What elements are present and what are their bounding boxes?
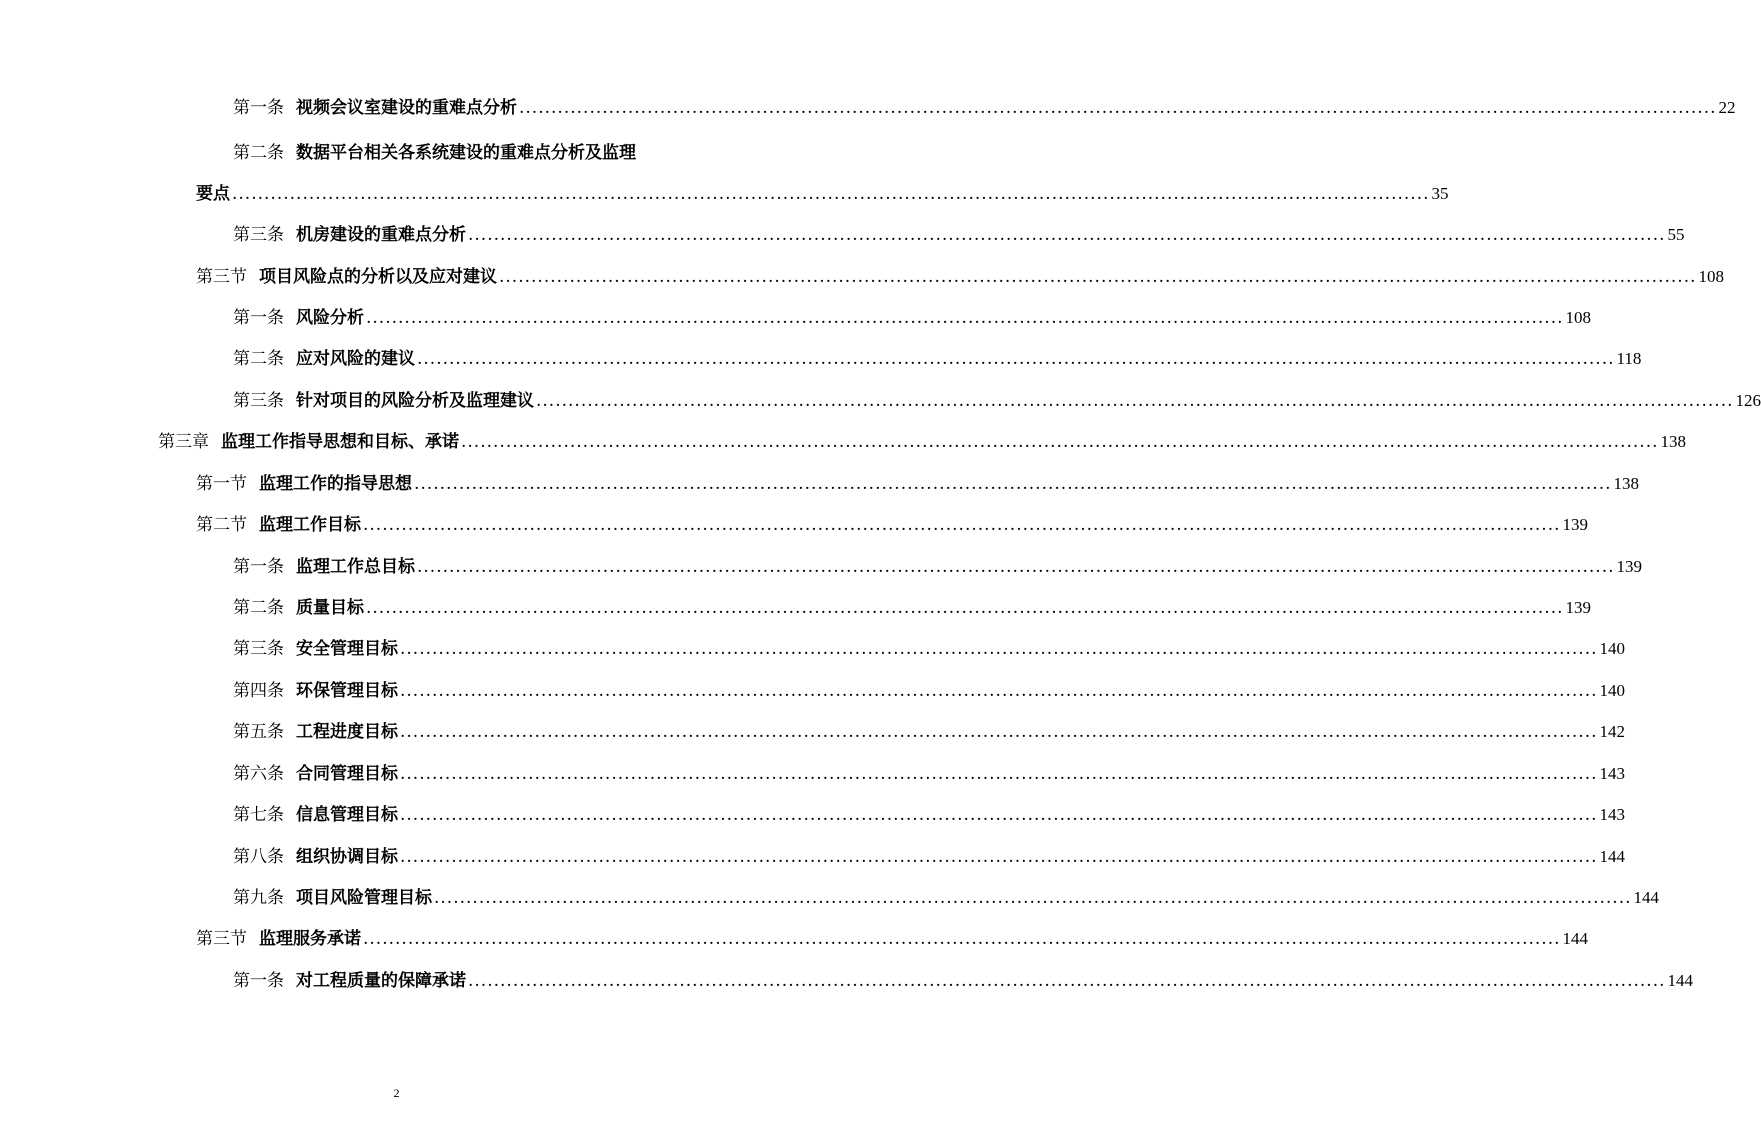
- toc-entry-title: 组织协调目标: [296, 847, 398, 867]
- toc-entry-title: 监理工作目标: [259, 515, 361, 535]
- toc-entry-number: 第一条: [233, 971, 284, 991]
- toc-entry-page: 140: [1599, 639, 1626, 658]
- toc-entry-number: 第一条: [233, 98, 284, 118]
- toc-leader-dots: [400, 763, 1598, 785]
- toc-entry-number: 第二条: [233, 598, 284, 618]
- toc-entry[interactable]: [0, 763, 1626, 785]
- toc-entry-title: 项目风险管理目标: [296, 888, 432, 908]
- toc-leader-dots: [232, 183, 1430, 205]
- toc-entry-number: 第三条: [233, 225, 284, 245]
- toc-entry-title: 应对风险的建议: [296, 349, 415, 369]
- toc-entry-page: 144: [1562, 929, 1589, 948]
- page-number: 2: [393, 1086, 400, 1100]
- toc-entry-page: 108: [1565, 308, 1592, 327]
- toc-entry-page: 144: [1633, 888, 1660, 907]
- toc-entry-number: 第一节: [196, 474, 247, 494]
- toc-entry[interactable]: [0, 680, 1626, 702]
- toc-entry-page: 118: [1616, 349, 1642, 368]
- toc-leader-dots: [400, 638, 1598, 660]
- toc-entry-number: 第九条: [233, 888, 284, 908]
- toc-entry-number: 第三节: [196, 929, 247, 949]
- toc-entry[interactable]: [0, 804, 1626, 826]
- toc-entry-title: 信息管理目标: [296, 805, 398, 825]
- toc-entry-title: 安全管理目标: [296, 639, 398, 659]
- toc-entry-title: 监理服务承诺: [259, 929, 361, 949]
- toc-leader-dots: [363, 514, 1561, 536]
- toc-entry[interactable]: [0, 390, 1761, 412]
- toc-entry-page: 144: [1667, 971, 1694, 990]
- toc-entry[interactable]: [0, 597, 1592, 619]
- toc-entry-number: 第六条: [233, 764, 284, 784]
- toc-leader-dots: [366, 307, 1564, 329]
- toc-entry-title: 项目风险点的分析以及应对建议: [259, 267, 497, 287]
- toc-entry-number: 第三节: [196, 267, 247, 287]
- toc-entry-number: 第七条: [233, 805, 284, 825]
- toc-entry-page: 55: [1667, 225, 1685, 244]
- toc-leader-dots: [434, 887, 1632, 909]
- toc-entry-title: 针对项目的风险分析及监理建议: [296, 391, 534, 411]
- toc-entry-title: 监理工作指导思想和目标、承诺: [221, 432, 459, 452]
- toc-leader-dots: [400, 680, 1598, 702]
- toc-entry-number: 第三章: [158, 432, 209, 452]
- toc-entry-title: 环保管理目标: [296, 681, 398, 701]
- toc-entry-number: 第一条: [233, 557, 284, 577]
- toc-entry[interactable]: [0, 224, 1685, 246]
- toc-leader-dots: [519, 97, 1717, 119]
- toc-leader-dots: [417, 556, 1615, 578]
- toc-leader-dots: [400, 721, 1598, 743]
- toc-entry[interactable]: [0, 473, 1640, 495]
- toc-leader-dots: [400, 804, 1598, 826]
- toc-entry[interactable]: [0, 928, 1589, 950]
- toc-entry-continuation[interactable]: [0, 183, 1449, 205]
- toc-leader-dots: [499, 266, 1697, 288]
- toc-entry-page: 108: [1698, 267, 1725, 286]
- toc-entry-page: 143: [1599, 764, 1626, 783]
- toc-entry-title: 数据平台相关各系统建设的重难点分析及监理: [296, 143, 636, 163]
- toc-entry-page: 140: [1599, 681, 1626, 700]
- toc-entry[interactable]: [0, 348, 1642, 370]
- toc-entry-number: 第三条: [233, 391, 284, 411]
- toc-entry[interactable]: [0, 97, 1736, 119]
- toc-entry[interactable]: [0, 638, 1626, 660]
- toc-entry[interactable]: [0, 556, 1643, 578]
- toc-entry-number: 第二节: [196, 515, 247, 535]
- toc-entry-page: 144: [1599, 847, 1626, 866]
- toc-leader-dots: [468, 224, 1666, 246]
- toc-entry-page: 126: [1735, 391, 1761, 410]
- toc-entry-number: 第二条: [233, 143, 284, 163]
- toc-entry-number: 第五条: [233, 722, 284, 742]
- toc-entry-title: 工程进度目标: [296, 722, 398, 742]
- toc-entry[interactable]: [0, 142, 1147, 164]
- toc-entry-number: 第三条: [233, 639, 284, 659]
- toc-entry-page: 139: [1565, 598, 1592, 617]
- toc-entry[interactable]: [0, 431, 1687, 453]
- toc-entry-title: 质量目标: [296, 598, 364, 618]
- toc-entry-number: 第一条: [233, 308, 284, 328]
- toc-leader-dots: [400, 846, 1598, 868]
- toc-leader-dots: [461, 431, 1659, 453]
- toc-entry-page: 35: [1431, 184, 1449, 203]
- toc-entry-number: 第八条: [233, 847, 284, 867]
- toc-entry[interactable]: [0, 887, 1660, 909]
- toc-leader-dots: [414, 473, 1612, 495]
- toc-entry-title: 合同管理目标: [296, 764, 398, 784]
- toc-entry-number: 第四条: [233, 681, 284, 701]
- toc-leader-dots: [363, 928, 1561, 950]
- toc-entry[interactable]: [0, 514, 1589, 536]
- toc-entry-title: 视频会议室建设的重难点分析: [296, 98, 517, 118]
- toc-entry[interactable]: [0, 721, 1626, 743]
- toc-entry-number: 第二条: [233, 349, 284, 369]
- toc-entry[interactable]: [0, 307, 1592, 329]
- toc-entry-title: 监理工作的指导思想: [259, 474, 412, 494]
- toc-leader-dots: [366, 597, 1564, 619]
- toc-entry-page: 138: [1613, 474, 1640, 493]
- toc-entry-page: 22: [1718, 98, 1736, 117]
- toc-entry[interactable]: [0, 266, 1725, 288]
- toc-entry-title: 对工程质量的保障承诺: [296, 971, 466, 991]
- toc-leader-dots: [468, 970, 1666, 992]
- toc-entry-title: 监理工作总目标: [296, 557, 415, 577]
- toc-entry-title: 机房建设的重难点分析: [296, 225, 466, 245]
- toc-entry-page: 139: [1616, 557, 1643, 576]
- toc-entry-page: 139: [1562, 515, 1589, 534]
- toc-leader-dots: [536, 390, 1734, 412]
- toc-entry-title: 风险分析: [296, 308, 364, 328]
- toc-entry-page: 142: [1599, 722, 1626, 741]
- toc-entry-title: 要点: [196, 184, 230, 204]
- toc-leader-dots: [417, 348, 1615, 370]
- toc-entry-page: 143: [1599, 805, 1626, 824]
- toc-entry-page: 138: [1660, 432, 1687, 451]
- toc-entry[interactable]: [0, 846, 1626, 868]
- toc-entry[interactable]: [0, 970, 1694, 992]
